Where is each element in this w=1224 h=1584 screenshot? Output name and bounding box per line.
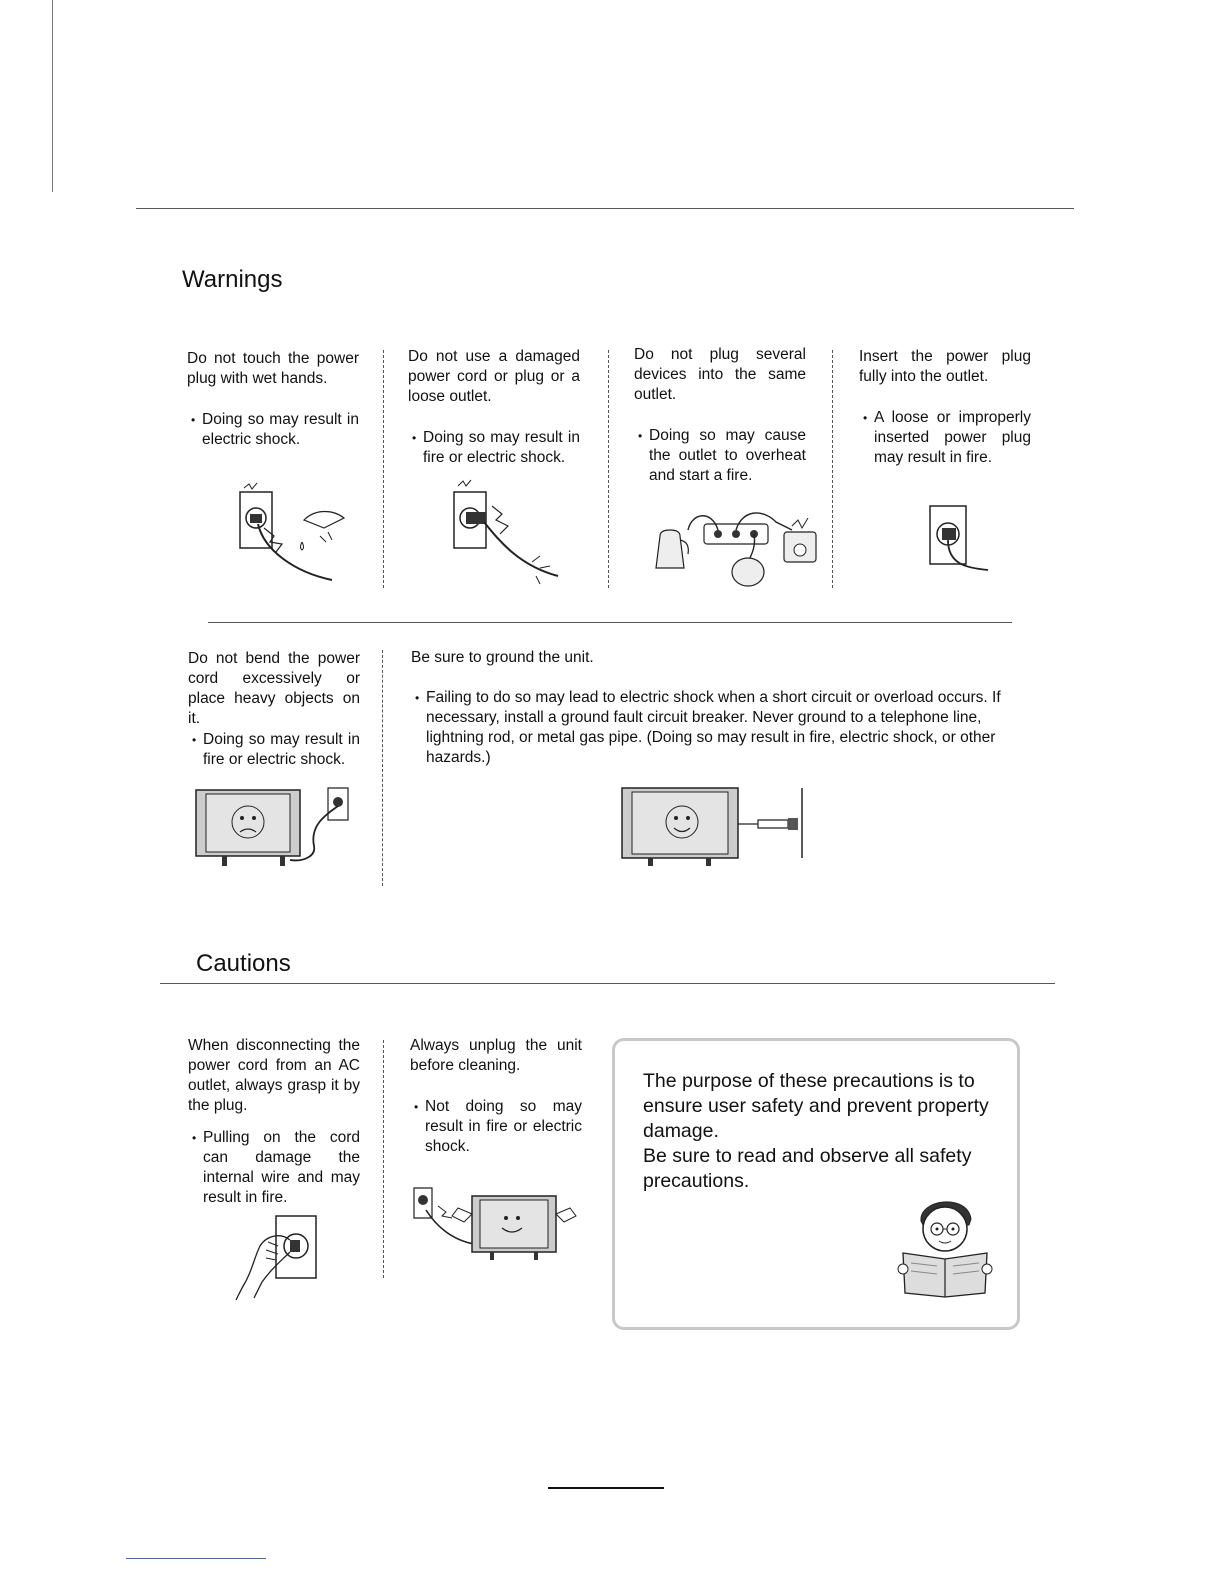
- header-rule: [136, 208, 1074, 209]
- warning-text-damaged-cord: Do not use a damaged power cord or plug or a loose outlet.: [408, 348, 580, 405]
- caution-bullet-grasp-plug: • Pulling on the cord can damage the internal wire and may result in fire.: [189, 1128, 360, 1208]
- hand-grasping-plug-illustration: [232, 1212, 328, 1304]
- damaged-cord-illustration: [440, 476, 570, 586]
- notice-observe: Be sure to read and observe all safety precautions.: [643, 1145, 972, 1192]
- warning-text-wet-hands: Do not touch the power plug with wet hands.: [187, 350, 359, 387]
- warning-text-ground-unit: Be sure to ground the unit.: [411, 649, 594, 666]
- left-margin-line: [52, 0, 53, 192]
- column-divider: [383, 350, 384, 588]
- warning-text-bend-cord: Do not bend the power cord excessively or place heavy objects on it.: [188, 650, 360, 727]
- caution-text-unplug: Always unplug the unit before cleaning.: [410, 1037, 582, 1074]
- notice-purpose: The purpose of these precautions is to ensure user safety and prevent property damage.: [643, 1070, 989, 1142]
- warning-bullet-wet-hands: • Doing so may result in electric shock.: [188, 410, 359, 450]
- wet-hands-plug-illustration: [224, 480, 354, 590]
- notice-text: [643, 1069, 995, 1194]
- column-divider: [383, 1040, 384, 1278]
- sad-tv-cord-illustration: [194, 786, 354, 868]
- caution-text-grasp-plug: When disconnecting the power cord from an AC outlet, always grasp it by the plug.: [188, 1037, 360, 1114]
- cautions-rule: [160, 983, 1055, 984]
- bottom-left-mark: [126, 1558, 266, 1559]
- caution-bullet-unplug: • Not doing so may result in fire or electric shock.: [411, 1097, 582, 1157]
- warning-bullet-bend-cord: • Doing so may result in fire or electric shock.: [189, 730, 360, 770]
- warning-text-insert-plug: Insert the power plug fully into the outlet.: [859, 348, 1031, 385]
- column-divider: [608, 350, 609, 588]
- section-rule: [208, 622, 1012, 623]
- page-number-underline: [548, 1487, 664, 1489]
- warning-text-several-devices: Do not plug several devices into the same outlet.: [634, 346, 806, 403]
- plug-fully-inserted-illustration: [926, 504, 992, 580]
- warning-bullet-damaged-cord: • Doing so may result in fire or electric shock.: [409, 428, 580, 468]
- boy-reading-manual-illustration: [897, 1191, 993, 1301]
- happy-tv-ground-illustration: [620, 786, 806, 868]
- warning-bullet-ground-unit: • Failing to do so may lead to electric shock when a short circuit or overload occurs. If necessary, install a ground fault circuit breaker. Never ground to a telephone line, lightning rod, or metal gas pipe. (Doing so may result in fire, electric shock, or other hazards.): [412, 688, 1016, 768]
- column-divider: [382, 650, 383, 886]
- safety-notice-box: [612, 1038, 1020, 1330]
- cautions-heading: Cautions: [196, 950, 291, 977]
- warnings-heading: Warnings: [182, 266, 283, 293]
- overloaded-outlet-illustration: [652, 506, 820, 592]
- warning-bullet-insert-plug: • A loose or improperly inserted power plug may result in fire.: [860, 408, 1031, 468]
- unplug-before-cleaning-illustration: [412, 1186, 578, 1262]
- column-divider: [832, 350, 833, 588]
- warning-bullet-several-devices: • Doing so may cause the outlet to overheat and start a fire.: [635, 426, 806, 486]
